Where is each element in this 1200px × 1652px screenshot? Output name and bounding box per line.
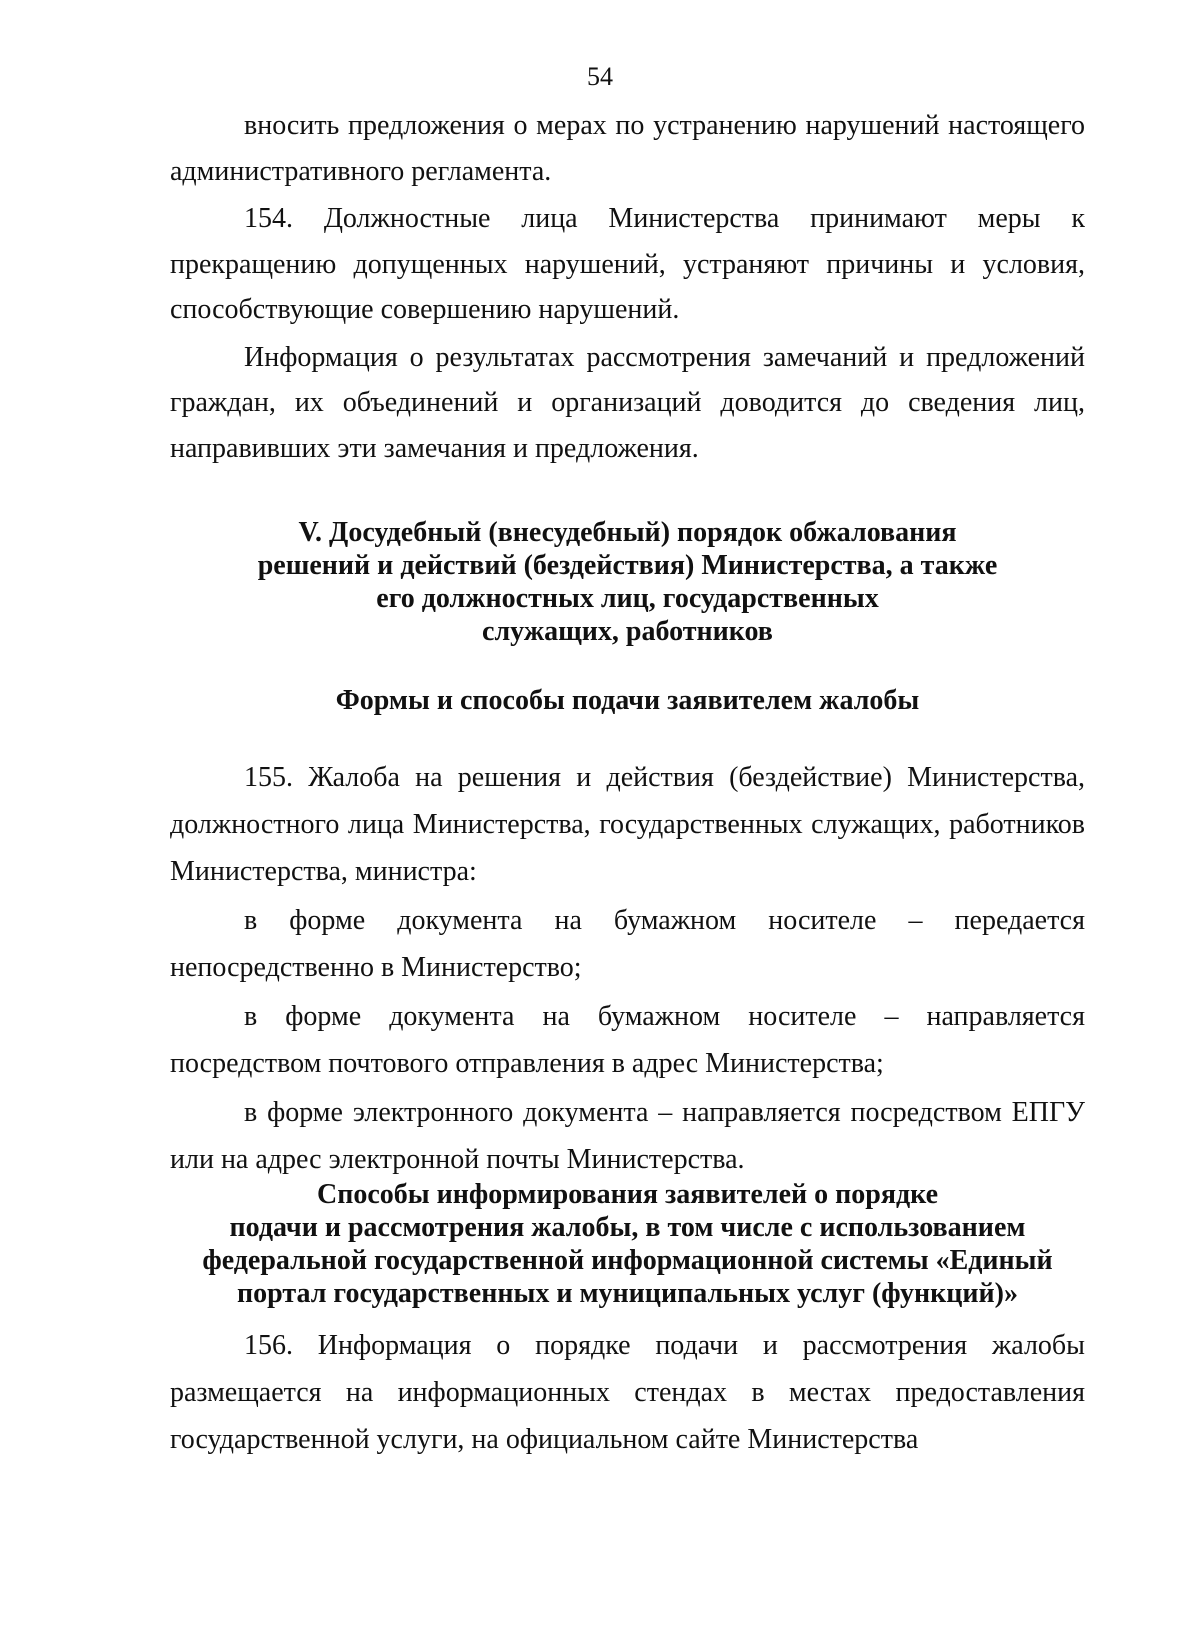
section-v-title: [170, 516, 1085, 648]
subsection-inform-title-line: Способы информирования заявителей о порядке: [316, 1179, 939, 1210]
paragraph-info-results: Информация о результатах рассмотрения замечаний и предложений граждан, их объединений и организаций доводится до сведения лиц, направивших эти замечания и предложения.: [170, 341, 1085, 464]
subsection-inform-title: [170, 1178, 1085, 1310]
top-text-block: [170, 103, 1085, 473]
paragraph-154: 154. Должностные лица Министерства принимают меры к прекращению допущенных нарушений, устраняют причины и условия, способствующие совершению нарушений.: [170, 203, 1085, 325]
forms-text-block: [170, 754, 1085, 1185]
paragraph-electronic: в форме электронного документа – направляется посредством ЕПГУ или на адрес электронной почты Министерства.: [170, 1097, 1085, 1175]
paragraph-continuation: вносить предложения о мерах по устранению нарушений настоящего административного регламента.: [170, 110, 1085, 187]
section-v-title-line: его должностных лиц, государственных: [376, 583, 879, 614]
subsection-inform-title-line: портал государственных и муниципальных услуг (функций)»: [237, 1278, 1018, 1309]
paragraph-paper-post: в форме документа на бумажном носителе – направляется посредством почтового отправления в адрес Министерства;: [170, 1001, 1085, 1079]
subsection-inform-title-line: подачи и рассмотрения жалобы, в том числе с использованием: [229, 1212, 1026, 1243]
inform-text-block: [170, 1322, 1085, 1465]
page-number: 54: [587, 62, 613, 91]
paragraph-156: 156. Информация о порядке подачи и рассмотрения жалобы размещается на информационных стендах в местах предоставления государственной услуги, на официальном сайте Министерства: [170, 1330, 1085, 1455]
subsection-inform-title-line: федеральной государственной информационной системы «Единый: [202, 1245, 1053, 1276]
subsection-forms-title: Формы и способы подачи заявителем жалобы: [335, 685, 920, 716]
section-v-title-line: V. Досудебный (внесудебный) порядок обжалования: [298, 517, 957, 548]
section-v-title-line: служащих, работников: [482, 616, 773, 647]
paragraph-155: 155. Жалоба на решения и действия (бездействие) Министерства, должностного лица Министерства, государственных служащих, работников Министерства, министра:: [170, 762, 1085, 887]
section-v-title-line: решений и действий (бездействия) Министерства, а также: [257, 550, 998, 581]
paragraph-paper-direct: в форме документа на бумажном носителе – передается непосредственно в Министерство;: [170, 905, 1085, 983]
